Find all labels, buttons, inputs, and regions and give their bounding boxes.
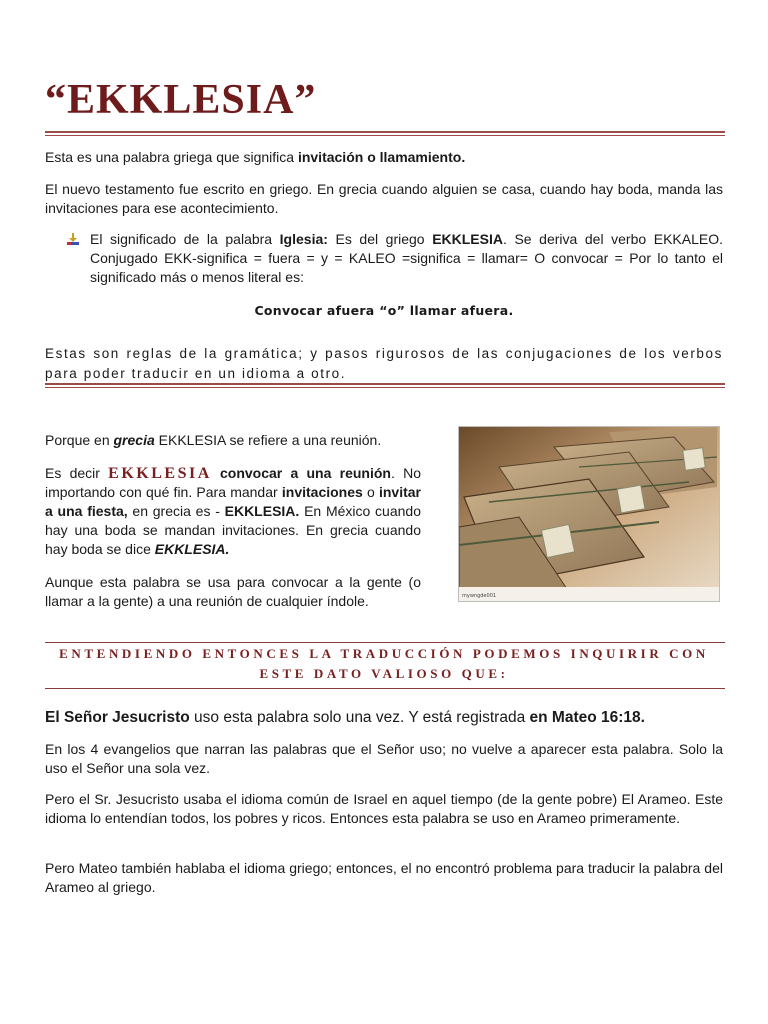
esdecir-text-4: o bbox=[362, 484, 379, 500]
aunque-paragraph: Aunque esta palabra se usa para convocar a la gente (o llamar a la gente) a una reunión de cualquier índole. bbox=[45, 574, 421, 609]
esdecir-bold-italic: EKKLESIA. bbox=[154, 541, 230, 557]
senor-bold-1: El Señor Jesucristo bbox=[45, 709, 190, 726]
esdecir-space bbox=[212, 465, 220, 481]
bullet-text-1: El significado de la palabra bbox=[90, 231, 280, 247]
es-decir-paragraph bbox=[45, 464, 421, 559]
esdecir-bold-ekklesia: EKKLESIA. bbox=[224, 503, 300, 519]
title-rule bbox=[45, 131, 725, 136]
bullet-arrow-icon bbox=[67, 233, 79, 245]
bullet-text-2: Es del griego bbox=[327, 231, 433, 247]
photo-caption: mywngde001 bbox=[462, 593, 497, 599]
senor-text: uso esta palabra solo una vez. Y está registrada bbox=[189, 709, 530, 726]
grecia-text-1: Porque en bbox=[45, 432, 114, 448]
intro-text: Esta es una palabra griega que significa bbox=[45, 149, 298, 165]
senor-paragraph bbox=[45, 708, 723, 728]
esdecir-text-1: Es decir bbox=[45, 465, 109, 481]
heading-bottom-rule bbox=[45, 688, 725, 689]
grecia-text-2: EKKLESIA se refiere a una reunión. bbox=[154, 432, 382, 448]
intro-paragraph bbox=[45, 148, 723, 167]
invitations-illustration bbox=[459, 427, 719, 601]
esdecir-text-6: En México cuando hay una boda se mandan invitaciones. En grecia cuando hay boda se dice bbox=[45, 503, 421, 557]
nuevo-testamento-paragraph: El nuevo testamento fue escrito en griego. En grecia cuando alguien se casa, cuando hay boda, manda las invitaciones para ese acontecimiento. bbox=[45, 181, 723, 216]
senor-bold-mateo: en Mateo 16:18. bbox=[529, 709, 645, 726]
invitations-photo bbox=[458, 426, 720, 602]
esdecir-bold-convocar: convocar a una reunión bbox=[220, 465, 391, 481]
section-heading: ENTENDIENDO ENTONCES LA TRADUCCIÓN PODEMOS INQUIRIR CON ESTE DATO VALIOSO QUE: bbox=[59, 646, 709, 681]
esdecir-bold-invitaciones: invitaciones bbox=[281, 484, 363, 500]
esdecir-text-3: . No importando con qué fin. Para mandar bbox=[45, 465, 421, 500]
convocar-line: Convocar afuera “o” llamar afuera. bbox=[254, 303, 514, 318]
grecia-paragraph bbox=[45, 431, 421, 450]
reglas-paragraph: Estas son reglas de la gramática; y pasos rigurosos de las conjugaciones de los verbos para poder traducir en un idioma a otro. bbox=[45, 346, 723, 381]
mateo-paragraph: Pero Mateo también hablaba el idioma griego; entonces, el no encontró problema para traducir la palabra del Arameo al griego. bbox=[45, 860, 723, 895]
bullet-text-3: . Se deriva del verbo EKKALEO. Conjugado EKK-significa = fuera = y = KALEO =significa = llamar= O convocar = Por lo tanto el significado más o menos literal es: bbox=[90, 231, 723, 285]
bullet-bold-ekklesia: EKKLESIA bbox=[432, 231, 503, 247]
esdecir-text-5: en grecia es - bbox=[127, 503, 225, 519]
heading-top-rule bbox=[45, 642, 725, 643]
esdecir-ekklesia-red: EKKLESIA bbox=[108, 465, 212, 482]
intro-bold: invitación o llamamiento. bbox=[297, 149, 466, 165]
bullet-bold-iglesia: Iglesia: bbox=[279, 231, 328, 247]
esdecir-bold-fiesta: invitar a una fiesta, bbox=[45, 484, 421, 519]
grecia-bold-italic: grecia bbox=[113, 432, 155, 448]
section-rule bbox=[45, 383, 725, 388]
evangelios-paragraph: En los 4 evangelios que narran las palabras que el Señor uso; no vuelve a aparecer esta palabra. Solo la uso el Señor una sola vez. bbox=[45, 741, 723, 776]
bullet-significado bbox=[90, 230, 723, 287]
page-title: “EKKLESIA” bbox=[45, 77, 317, 123]
arameo-paragraph: Pero el Sr. Jesucristo usaba el idioma común de Israel en aquel tiempo (de la gente pobre) El Arameo. Este idioma lo entendían todos, los pobres y ricos. Entonces esta palabra se uso en Arameo primeramente. bbox=[45, 791, 723, 826]
